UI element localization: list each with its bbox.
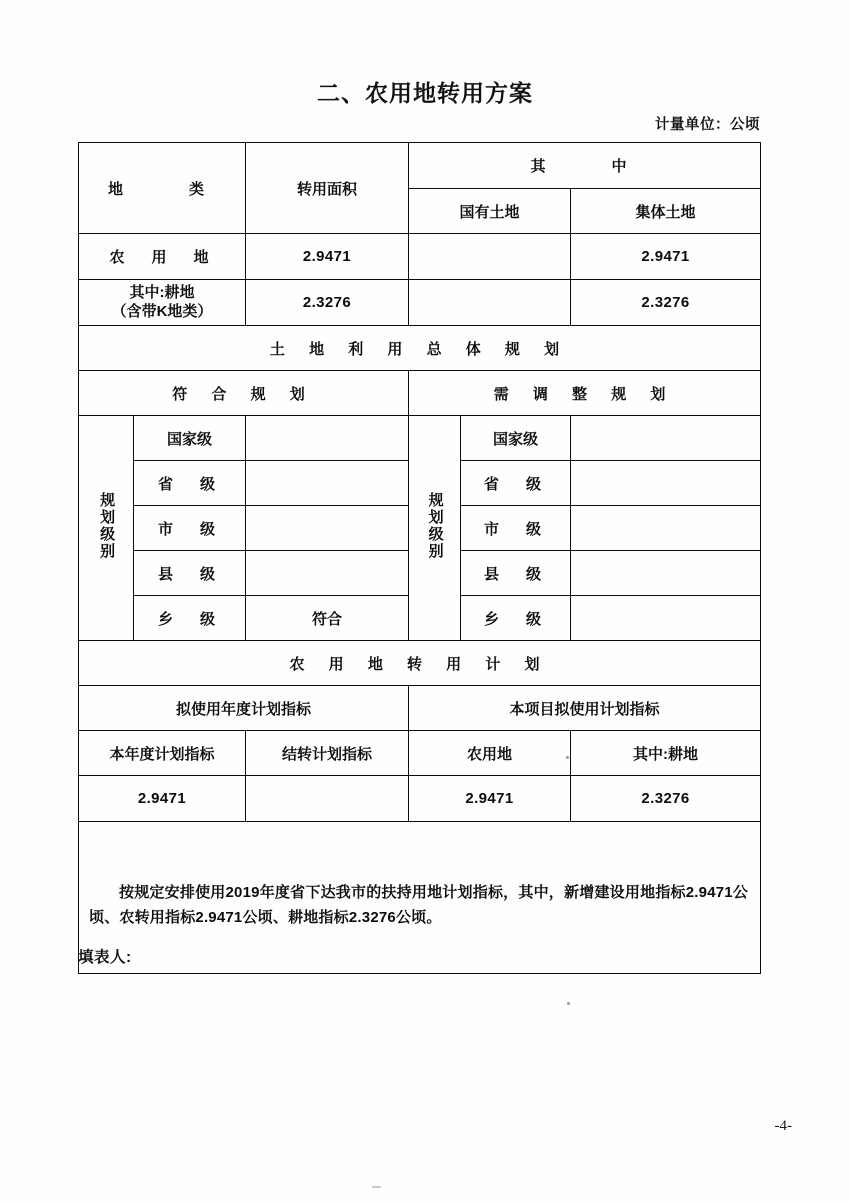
page-number: -4- [774,1118,792,1134]
group-title-conforming-plan: 符 合 规 划 [79,371,409,416]
quota-column-header-row [79,731,761,776]
table-row [79,234,761,280]
plan-level-name-left-municipal: 市 级 [134,506,246,551]
section-row-overall-plan [79,326,761,371]
plan-level-value-right-county [571,551,761,596]
vertical-label-plan-level-left [79,416,134,641]
row-label-cultivated-land [79,280,246,326]
section-title-conversion-plan: 农 用 地 转 用 计 划 [79,641,761,686]
table-header-row [79,143,761,189]
cell-agricultural-collective: 2.9471 [571,234,761,280]
plan-level-name-left-provincial: 省 级 [134,461,246,506]
value-among-which-cultivated: 2.3276 [571,776,761,822]
quota-group-header-row [79,686,761,731]
plan-level-value-left-national [246,416,409,461]
group-title-project-quota: 本项目拟使用计划指标 [409,686,761,731]
form-filler-label: 填表人: [78,949,132,966]
section-title-overall-plan: 土 地 利 用 总 体 规 划 [79,326,761,371]
plan-group-header-row [79,371,761,416]
group-title-needs-adjustment-plan: 需 调 整 规 划 [409,371,761,416]
plan-level-row-national [79,416,761,461]
measurement-unit-label: 计量单位：公顷 [655,117,760,133]
plan-level-value-left-provincial [246,461,409,506]
header-state-owned-land: 国有土地 [409,189,571,234]
value-agricultural-land: 2.9471 [409,776,571,822]
column-header-among-which-cultivated: 其中:耕地 [571,731,761,776]
vertical-label-plan-level-right [409,416,461,641]
plan-level-value-left-township: 符合 [246,596,409,641]
cell-cultivated-converted-area: 2.3276 [246,280,409,326]
column-header-carryover-quota: 结转计划指标 [246,731,409,776]
table-row [79,280,761,326]
plan-level-value-left-county [246,551,409,596]
column-header-current-year-quota: 本年度计划指标 [79,731,246,776]
scan-speckle [567,1002,570,1005]
note-text: 按规定安排使用2019年度省下达我市的扶持用地计划指标，其中，新增建设用地指标2.9471公顷、农转用指标2.9471公顷、耕地指标2.3276公顷。 [89,884,749,926]
note-cell [79,822,761,974]
land-conversion-table [78,142,761,974]
section-row-conversion-plan [79,641,761,686]
plan-level-name-right-provincial: 省 级 [461,461,571,506]
page-title: 二、农用地转用方案 [317,80,533,106]
column-header-agricultural-land: 农用地 [409,731,571,776]
plan-level-name-left-county: 县 级 [134,551,246,596]
scan-speckle [566,756,569,759]
cell-cultivated-state-owned [409,280,571,326]
plan-level-value-right-national [571,416,761,461]
plan-level-name-right-municipal: 市 级 [461,506,571,551]
header-collective-land: 集体土地 [571,189,761,234]
value-current-year-quota: 2.9471 [79,776,246,822]
plan-level-value-left-municipal [246,506,409,551]
land-conversion-table-wrapper [78,142,760,974]
row-label-agricultural-land: 农 用 地 [79,234,246,280]
quota-value-row [79,776,761,822]
scan-speckle [372,1186,381,1188]
value-carryover-quota [246,776,409,822]
plan-level-value-right-township [571,596,761,641]
plan-level-name-right-national: 国家级 [461,416,571,461]
header-land-type: 地 类 [79,143,246,234]
header-among-which: 其 中 [409,143,761,189]
vertical-label-plan-level-left-text: 规划级别 [98,492,116,560]
row-label-cultivated-line2: （含带K地类） [111,302,213,320]
plan-level-value-right-municipal [571,506,761,551]
group-title-annual-quota: 拟使用年度计划指标 [79,686,409,731]
row-label-cultivated-line1: 其中:耕地 [129,284,195,302]
header-converted-area: 转用面积 [246,143,409,234]
plan-level-name-left-township: 乡 级 [134,596,246,641]
plan-level-name-left-national: 国家级 [134,416,246,461]
cell-agricultural-converted-area: 2.9471 [246,234,409,280]
plan-level-value-right-provincial [571,461,761,506]
cell-cultivated-collective: 2.3276 [571,280,761,326]
cell-agricultural-state-owned [409,234,571,280]
plan-level-name-right-township: 乡 级 [461,596,571,641]
vertical-label-plan-level-right-text: 规划级别 [426,492,444,560]
note-row [79,822,761,974]
plan-level-name-right-county: 县 级 [461,551,571,596]
